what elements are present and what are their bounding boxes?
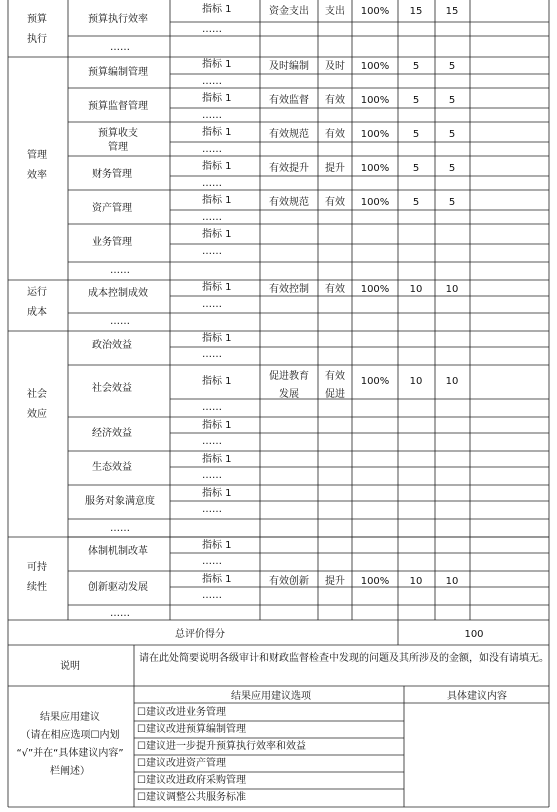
- detail-r5-col2: 100%: [360, 163, 390, 174]
- detail-r3-col4: 5: [448, 95, 456, 106]
- subcat-ellipsis: ……: [110, 608, 130, 619]
- group-label-sustain: 可持 续性: [27, 562, 47, 593]
- detail-r6-col3: 5: [412, 197, 420, 208]
- subcat-social-benefit: 社会效益: [92, 383, 132, 394]
- detail-r3-col2: 100%: [360, 95, 390, 106]
- indicator-ellipsis: ……: [202, 402, 222, 413]
- indicator-ellipsis: ……: [202, 504, 222, 515]
- detail-r7-col1: 有效: [325, 284, 345, 295]
- subcat-cost-control: 成本控制成效: [88, 288, 148, 299]
- indicator-ellipsis: ……: [202, 178, 222, 189]
- indicator-label: 指标 1: [202, 333, 232, 344]
- detail-r6-col4: 5: [448, 197, 456, 208]
- indicator-ellipsis: ……: [202, 76, 222, 87]
- subcat-satisfaction: 服务对象满意度: [85, 496, 155, 507]
- detail-r2-col1: 及时: [325, 61, 345, 72]
- detail-r7-col2: 100%: [360, 284, 390, 295]
- indicator-ellipsis: ……: [202, 470, 222, 481]
- indicator-label: 指标 1: [202, 574, 232, 585]
- detail-r5-col0: 有效提升: [269, 163, 309, 174]
- detail-r6-col0: 有效规范: [269, 197, 309, 208]
- detail-r5-col4: 5: [448, 163, 456, 174]
- detail-r2-col3: 5: [412, 61, 420, 72]
- detail-r2-col4: 5: [448, 61, 456, 72]
- subcat-ellipsis: ……: [110, 523, 130, 534]
- subcat-ellipsis: ……: [110, 42, 130, 53]
- detail-r8-col4: 10: [445, 376, 459, 387]
- option-checkbox-3[interactable]: ☐建议改进资产管理: [137, 758, 226, 769]
- indicator-label: 指标 1: [202, 454, 232, 465]
- detail-r7-col0: 有效控制: [269, 284, 309, 295]
- subcat-reform: 体制机制改革: [88, 546, 148, 557]
- total-score-label: 总评价得分: [175, 629, 225, 640]
- detail-r7-col4: 10: [445, 284, 459, 295]
- indicator-ellipsis: ……: [202, 299, 222, 310]
- subcat-budget-compile: 预算编制管理: [88, 67, 148, 78]
- subcat-ellipsis: ……: [110, 316, 130, 327]
- subcat-innovation: 创新驱动发展: [88, 582, 148, 593]
- indicator-label: 指标 1: [202, 282, 232, 293]
- option-checkbox-0[interactable]: ☐建议改进业务管理: [137, 707, 226, 718]
- indicator-label: 指标 1: [202, 540, 232, 551]
- note-label: 说明: [60, 661, 80, 672]
- subcat-political: 政治效益: [92, 340, 132, 351]
- detail-r9-col3: 10: [409, 576, 423, 587]
- option-checkbox-5[interactable]: ☐建议调整公共服务标准: [137, 792, 246, 803]
- detail-r9-col1: 提升: [325, 576, 345, 587]
- detail-r9-col0: 有效创新: [269, 576, 309, 587]
- detail-r4-col0: 有效规范: [269, 129, 309, 140]
- subcat-budget-efficiency: 预算执行效率: [88, 14, 148, 25]
- group-label-opcost: 运行 成本: [27, 287, 47, 318]
- detail-r1-col4: 15: [445, 6, 459, 17]
- subcat-ecological: 生态效益: [92, 462, 132, 473]
- note-text: 请在此处简要说明各级审计和财政监督检查中发现的问题及其所涉及的金额，如没有请填无。: [139, 653, 549, 664]
- subcat-asset-mgmt: 资产管理: [92, 203, 132, 214]
- group-label-mgmt: 管理 效率: [27, 150, 47, 181]
- indicator-ellipsis: ……: [202, 212, 222, 223]
- indicator-label: 指标 1: [202, 420, 232, 431]
- indicator-label: 指标 1: [202, 127, 232, 138]
- indicator-ellipsis: ……: [202, 24, 222, 35]
- detail-r9-col2: 100%: [360, 576, 390, 587]
- detail-r3-col1: 有效: [325, 95, 345, 106]
- detail-r8-col0: 促进教育 发展: [269, 371, 309, 400]
- detail-r6-col2: 100%: [360, 197, 390, 208]
- detail-r3-col3: 5: [412, 95, 420, 106]
- detail-r7-col3: 10: [409, 284, 423, 295]
- subcat-finance-mgmt: 财务管理: [92, 169, 132, 180]
- option-checkbox-4[interactable]: ☐建议改进政府采购管理: [137, 775, 246, 786]
- detail-r4-col3: 5: [412, 129, 420, 140]
- detail-r1-col1: 支出: [325, 6, 345, 17]
- indicator-ellipsis: ……: [202, 144, 222, 155]
- group-label-budget-exec: 预算 执行: [27, 14, 47, 45]
- detail-r8-col1: 有效 促进: [325, 371, 345, 400]
- indicator-ellipsis: ……: [202, 590, 222, 601]
- detail-r5-col3: 5: [412, 163, 420, 174]
- subcat-economic: 经济效益: [92, 428, 132, 439]
- indicator-label: 指标 1: [202, 4, 232, 15]
- detail-r4-col1: 有效: [325, 129, 345, 140]
- group-label-social: 社会 效应: [27, 389, 47, 420]
- detail-r2-col2: 100%: [360, 61, 390, 72]
- indicator-ellipsis: ……: [202, 246, 222, 257]
- indicator-label: 指标 1: [202, 161, 232, 172]
- indicator-label: 指标 1: [202, 93, 232, 104]
- indicator-label: 指标 1: [202, 195, 232, 206]
- option-checkbox-2[interactable]: ☐建议进一步提升预算执行效率和效益: [137, 741, 306, 752]
- detail-r5-col1: 提升: [325, 163, 345, 174]
- indicator-label: 指标 1: [202, 229, 232, 240]
- subcat-business-mgmt: 业务管理: [92, 237, 132, 248]
- subcat-ellipsis: ……: [110, 265, 130, 276]
- detail-r9-col4: 10: [445, 576, 459, 587]
- indicator-ellipsis: ……: [202, 436, 222, 447]
- detail-r4-col2: 100%: [360, 129, 390, 140]
- detail-r2-col0: 及时编制: [269, 61, 309, 72]
- detail-r4-col4: 5: [448, 129, 456, 140]
- detail-r8-col2: 100%: [360, 376, 390, 387]
- detail-r1-col2: 100%: [360, 6, 390, 17]
- content-header: 具体建议内容: [447, 691, 507, 702]
- indicator-ellipsis: ……: [202, 110, 222, 121]
- result-suggestion-label: 结果应用建议 （请在相应选项☐内划 “√”并在“具体建议内容” 栏阐述）: [16, 712, 124, 777]
- detail-r3-col0: 有效监督: [269, 95, 309, 106]
- indicator-ellipsis: ……: [202, 349, 222, 360]
- subcat-budget-supervise: 预算监督管理: [88, 101, 148, 112]
- indicator-label: 指标 1: [202, 488, 232, 499]
- indicator-ellipsis: ……: [202, 556, 222, 567]
- indicator-label: 指标 1: [202, 59, 232, 70]
- detail-r6-col1: 有效: [325, 197, 345, 208]
- total-score-value: 100: [464, 629, 484, 640]
- subcat-budget-income: 预算收支 管理: [98, 128, 138, 153]
- detail-r1-col0: 资金支出: [269, 6, 309, 17]
- detail-r1-col3: 15: [409, 6, 423, 17]
- indicator-label: 指标 1: [202, 376, 232, 387]
- detail-r8-col3: 10: [409, 376, 423, 387]
- options-header: 结果应用建议选项: [231, 691, 311, 702]
- option-checkbox-1[interactable]: ☐建议改进预算编制管理: [137, 724, 246, 735]
